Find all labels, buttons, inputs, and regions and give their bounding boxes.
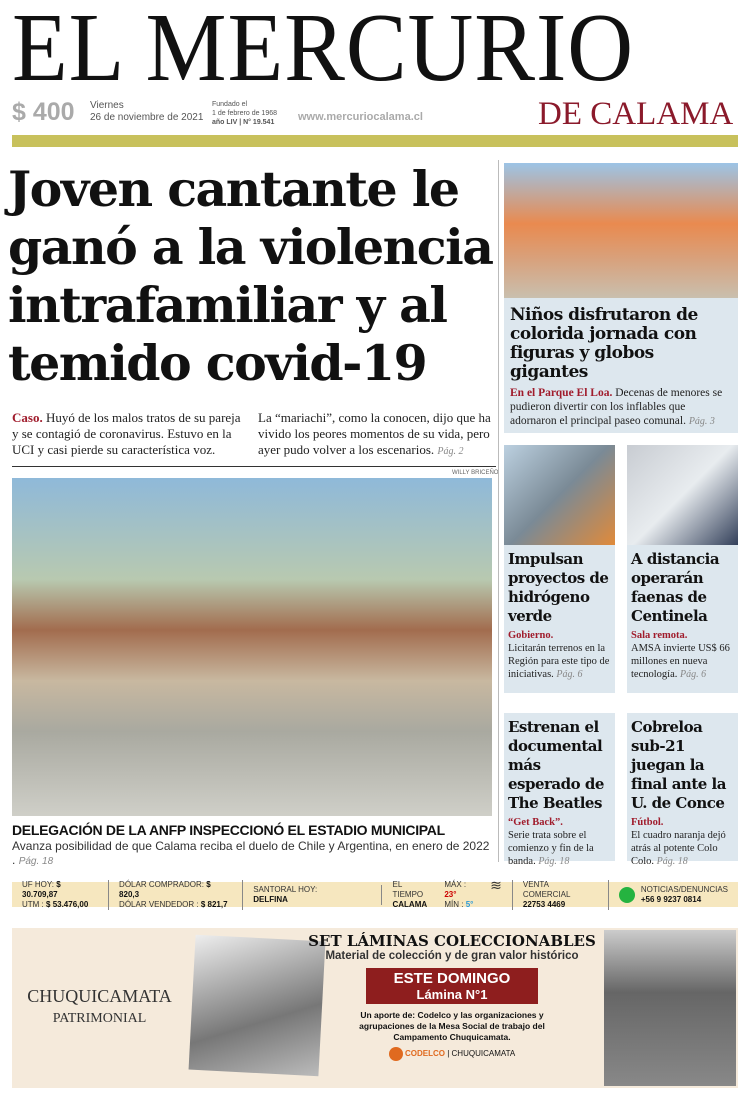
side-top-headline[interactable]: Niños disfrutaron de colorida jornada con figuras y globos gigantes [510,305,698,382]
label: UTM : [22,899,44,909]
info-bar [12,876,738,909]
page-ref: Pág. 6 [556,669,583,680]
santoral-value: DELFINA [253,894,288,904]
page-ref: Pág. 6 [679,669,707,680]
story-headline[interactable]: Impulsan proyectos de hidrógeno verde [508,550,609,625]
santoral [243,885,382,905]
venta [513,880,609,910]
codelco-logo-icon [389,1047,403,1061]
story-photo [504,445,615,545]
page-ref: Pág. 18 [18,856,54,867]
issue: año LIV | N° 19.541 [212,119,275,126]
wind-icon: ≋ [490,876,502,893]
stadium-photo [12,478,492,816]
body: El cuadro naranja dejó atrás al potente Colo Colo. [631,830,726,867]
body: Serie trata sobre el comienzo y fin de la banda. [508,830,594,867]
balloons-photo [504,163,738,298]
cta-1: ESTE DOMINGO [393,970,511,987]
story-card [504,445,615,693]
ad-cta [366,968,538,1004]
label: VENTA COMERCIAL [522,879,571,899]
kicker: “Get Back”. [508,817,563,828]
brand-1: CHUQUICAMATA [27,986,172,1006]
page-ref: Pág. 18 [656,856,688,867]
kicker: Sala remota. [631,630,688,641]
founded-info [212,100,277,127]
label: SANTORAL HOY: [253,884,318,894]
lead-headline[interactable]: Joven cantante le ganó a la violencia intrafamiliar y al temido covid-19 [8,160,493,392]
city: CALAMA [392,899,428,909]
ad-brand [12,928,187,1088]
masthead-title: EL MERCURIO [12,0,635,102]
story-card [627,713,738,867]
label: EL TIEMPO [392,879,424,899]
max-temp: 23° [444,889,457,899]
label: MÁX : [444,879,467,889]
page-ref: Pág. 3 [688,416,715,427]
side-top-story [504,163,738,433]
label: NOTICIAS/DENUNCIAS [640,884,728,894]
story-card [504,713,615,867]
body: Licitarán terrenos en la Región para este tipo de iniciativas. [508,643,610,680]
kicker: Gobierno. [508,630,554,641]
divider [12,466,496,467]
lead-text-1 [12,410,247,458]
story-headline[interactable]: Estrenan el documental más esperado de The Beatles [508,718,604,812]
venta-phone: 22753 4469 [522,899,566,909]
logo-text-2: CHUQUICAMATA [451,1049,516,1059]
weather [382,876,512,910]
page-ref: Pág. 2 [437,446,464,457]
photo-caption-title[interactable]: DELEGACIÓN DE LA ANFP INSPECCIONÓ EL ESTADIO MUNICIPAL [12,822,445,838]
lead-body-2: La “mariachi”, como la conocen, dijo que ha vivido los peores momentos de su vida, pero ayer pudo volver a los escenarios. [258,410,491,457]
ad-credit: Un aporte de: Codelco y las organizaciones y agrupaciones de la Mesa Social de trabajo del Campamento Chuquicamata. [359,1010,545,1042]
weekday: Viernes [90,100,124,111]
story-headline[interactable]: A distancia operarán faenas de Centinela [631,550,720,625]
kicker: Fútbol. [631,817,664,828]
uf-value: $ 30.709,87 [22,879,61,899]
lead-text-2 [258,410,496,460]
founded: Fundado el [212,101,248,108]
dolar-v-value: $ 821,7 [200,899,228,909]
ad-title: SET LÁMINAS COLECCIONABLES [308,932,596,950]
lead-body: Huyó de los malos tratos de su pareja y se contagió de coronavirus. Estuvo en la UCI y casi pierde su característica voz. [12,410,241,457]
founded-date: 1 de febrero de 1968 [212,110,277,117]
header-band [12,135,738,147]
photo-credit: WILLY BRICEÑO [452,470,499,476]
building-photo [604,930,736,1086]
price: $ 400 [12,98,75,126]
body: Decenas de menores se pudieron divertir con los inflables que adornaron el principal paseo comunal. [510,387,723,427]
ad-text: SET LÁMINAS COLECCIONABLES Material de colección y de gran valor histórico ESTE DOMINGO Lámina N°1 Un aporte de: Codelco y las organizaciones y agrupaciones de la Mesa Social de trabajo del Campamento Chuquicamata. CODELCO | CHUQUICAMATA [302,932,602,1061]
whatsapp-icon [619,887,635,903]
photo-caption [12,839,494,869]
story-headline[interactable]: Cobreloa sub-21 juegan la final ante la U. de Conce [631,718,726,812]
dolar [109,880,243,910]
caption-text: Avanza posibilidad de que Calama reciba el duelo de Chile y Argentina, en enero de 2022 . [12,839,490,867]
brand-2: PATRIMONIAL [52,1011,147,1026]
photo-caption-block [12,821,494,869]
noticias-phone: +56 9 9237 0814 [640,894,702,904]
label: DÓLAR COMPRADOR: [119,879,204,889]
date [90,100,203,124]
label: DÓLAR VENDEDOR : [119,899,199,909]
website-link[interactable]: www.mercuriocalama.cl [298,111,423,123]
dolar-c-value: $ 820,3 [119,879,211,899]
uf-utm [12,880,109,910]
column-divider [498,160,499,862]
noticias [609,885,738,905]
body: AMSA invierte US$ 66 millones en nueva tecnología. [631,643,730,680]
label: UF HOY: [22,879,55,889]
min-temp: 5° [465,899,474,909]
advertisement[interactable] [12,928,738,1088]
story-photo [627,445,738,545]
label: MÍN : [444,899,464,909]
masthead-subtitle: DE CALAMA [538,96,734,132]
logo-text: CODELCO [405,1049,445,1059]
cta-2: Lámina N°1 [416,987,488,1002]
page-ref: Pág. 18 [538,856,570,867]
kicker: En el Parque El Loa. [510,387,613,399]
lead-kicker: Caso. [12,410,43,425]
story-card [627,445,738,693]
utm-value: $ 53.476,00 [46,899,89,909]
date-text: 26 de noviembre de 2021 [90,112,204,123]
ad-subtitle: Material de colección y de gran valor histórico [325,950,579,962]
